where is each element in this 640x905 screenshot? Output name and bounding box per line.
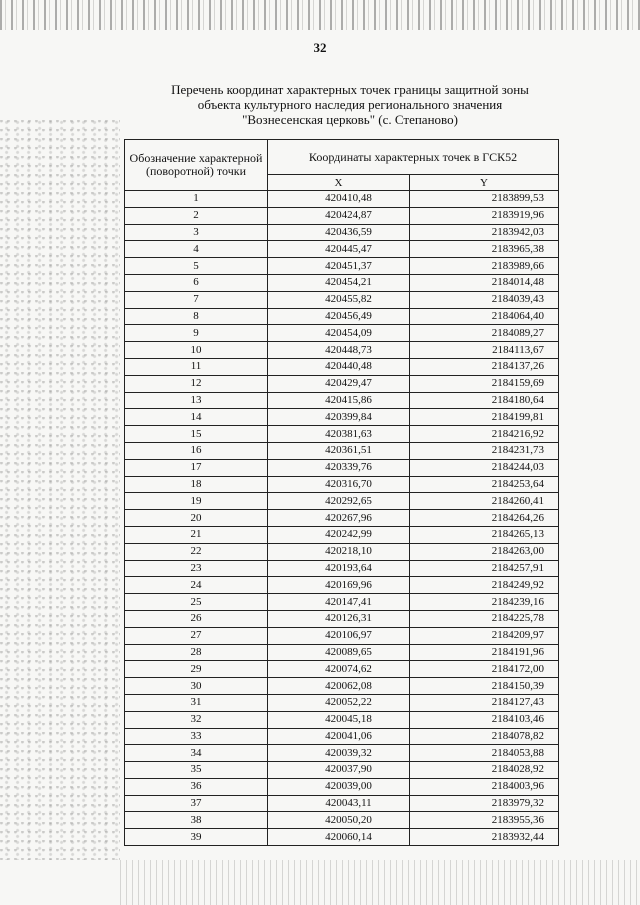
coord-y: 2184028,92 <box>410 762 559 779</box>
coord-y: 2184244,03 <box>410 459 559 476</box>
table-body <box>125 191 559 846</box>
point-number: 11 <box>125 358 268 375</box>
point-number: 17 <box>125 459 268 476</box>
table-row <box>125 543 559 560</box>
point-number: 10 <box>125 342 268 359</box>
coord-y: 2184199,81 <box>410 409 559 426</box>
coord-x: 420062,08 <box>268 678 410 695</box>
point-number: 16 <box>125 442 268 459</box>
coordinates-table <box>124 139 559 846</box>
coord-y: 2184225,78 <box>410 610 559 627</box>
table-row <box>125 325 559 342</box>
coord-x: 420106,97 <box>268 627 410 644</box>
point-number: 32 <box>125 711 268 728</box>
table-row <box>125 291 559 308</box>
coord-x: 420454,09 <box>268 325 410 342</box>
point-number: 20 <box>125 510 268 527</box>
point-number: 25 <box>125 594 268 611</box>
coord-y: 2184216,92 <box>410 426 559 443</box>
coord-x: 420074,62 <box>268 661 410 678</box>
coord-x: 420193,64 <box>268 560 410 577</box>
coord-y: 2183989,66 <box>410 258 559 275</box>
coord-x: 420169,96 <box>268 577 410 594</box>
point-number: 36 <box>125 778 268 795</box>
coord-x: 420089,65 <box>268 644 410 661</box>
table-row <box>125 795 559 812</box>
point-number: 14 <box>125 409 268 426</box>
coord-y: 2184239,16 <box>410 594 559 611</box>
point-number: 39 <box>125 829 268 846</box>
point-number: 34 <box>125 745 268 762</box>
point-number: 26 <box>125 610 268 627</box>
coord-x: 420415,86 <box>268 392 410 409</box>
point-number: 13 <box>125 392 268 409</box>
coord-x: 420267,96 <box>268 510 410 527</box>
table-row <box>125 241 559 258</box>
table-row <box>125 627 559 644</box>
title-line-2: объекта культурного наследия регионального значения <box>197 97 503 112</box>
coord-x: 420292,65 <box>268 493 410 510</box>
table-row <box>125 207 559 224</box>
table-row <box>125 375 559 392</box>
coord-x: 420316,70 <box>268 476 410 493</box>
point-number: 15 <box>125 426 268 443</box>
table-row <box>125 661 559 678</box>
point-number: 7 <box>125 291 268 308</box>
coord-x: 420039,00 <box>268 778 410 795</box>
table-row <box>125 694 559 711</box>
coord-x: 420455,82 <box>268 291 410 308</box>
table-row <box>125 560 559 577</box>
title-line-3: "Вознесенская церковь" (с. Степаново) <box>242 112 458 127</box>
point-number: 4 <box>125 241 268 258</box>
coord-x: 420424,87 <box>268 207 410 224</box>
table-row <box>125 258 559 275</box>
coord-x: 420440,48 <box>268 358 410 375</box>
coord-y: 2184113,67 <box>410 342 559 359</box>
coord-y: 2184253,64 <box>410 476 559 493</box>
document-title <box>120 82 580 127</box>
coord-x: 420339,76 <box>268 459 410 476</box>
point-number: 24 <box>125 577 268 594</box>
coord-y: 2184127,43 <box>410 694 559 711</box>
point-number: 29 <box>125 661 268 678</box>
title-line-1: Перечень координат характерных точек границы защитной зоны <box>171 82 529 97</box>
table-row <box>125 274 559 291</box>
point-number: 6 <box>125 274 268 291</box>
coord-y: 2183979,32 <box>410 795 559 812</box>
coord-x: 420060,14 <box>268 829 410 846</box>
coord-x: 420381,63 <box>268 426 410 443</box>
point-number: 28 <box>125 644 268 661</box>
point-number: 9 <box>125 325 268 342</box>
table-row <box>125 526 559 543</box>
coord-y: 2184150,39 <box>410 678 559 695</box>
coord-y: 2183955,36 <box>410 812 559 829</box>
coord-x: 420242,99 <box>268 526 410 543</box>
table-row <box>125 358 559 375</box>
coord-y: 2184180,64 <box>410 392 559 409</box>
table-row <box>125 812 559 829</box>
table-row <box>125 510 559 527</box>
coord-y: 2184159,69 <box>410 375 559 392</box>
point-number: 31 <box>125 694 268 711</box>
coord-x: 420052,22 <box>268 694 410 711</box>
coord-y: 2183932,44 <box>410 829 559 846</box>
coord-x: 420041,06 <box>268 728 410 745</box>
coord-x: 420429,47 <box>268 375 410 392</box>
coord-y: 2184265,13 <box>410 526 559 543</box>
table-row <box>125 762 559 779</box>
scan-noise-top <box>0 0 640 30</box>
table-row <box>125 594 559 611</box>
table-row <box>125 577 559 594</box>
coord-x: 420147,41 <box>268 594 410 611</box>
coord-x: 420456,49 <box>268 308 410 325</box>
coord-x: 420399,84 <box>268 409 410 426</box>
table-row <box>125 728 559 745</box>
point-number: 30 <box>125 678 268 695</box>
table-row <box>125 745 559 762</box>
coord-y: 2184257,91 <box>410 560 559 577</box>
coord-y: 2184264,26 <box>410 510 559 527</box>
table-row <box>125 711 559 728</box>
point-number: 2 <box>125 207 268 224</box>
point-number: 35 <box>125 762 268 779</box>
coord-x: 420445,47 <box>268 241 410 258</box>
header-coordinates: Координаты характерных точек в ГСК52 <box>268 140 559 175</box>
page-number: 32 <box>313 40 327 55</box>
coord-y: 2183965,38 <box>410 241 559 258</box>
header-point-designation: Обозначение характерной (поворотной) точки <box>125 140 268 191</box>
coord-y: 2183942,03 <box>410 224 559 241</box>
point-number: 19 <box>125 493 268 510</box>
coord-y: 2184209,97 <box>410 627 559 644</box>
table-row <box>125 191 559 208</box>
coord-y: 2184172,00 <box>410 661 559 678</box>
point-number: 18 <box>125 476 268 493</box>
coord-x: 420050,20 <box>268 812 410 829</box>
point-number: 37 <box>125 795 268 812</box>
scan-noise-bottom <box>120 860 640 905</box>
table-row <box>125 426 559 443</box>
coord-y: 2184231,73 <box>410 442 559 459</box>
point-number: 33 <box>125 728 268 745</box>
coord-y: 2184053,88 <box>410 745 559 762</box>
table-row <box>125 224 559 241</box>
point-number: 1 <box>125 191 268 208</box>
coord-y: 2184089,27 <box>410 325 559 342</box>
point-number: 27 <box>125 627 268 644</box>
coord-y: 2184078,82 <box>410 728 559 745</box>
table-row <box>125 778 559 795</box>
coord-y: 2184014,48 <box>410 274 559 291</box>
coord-y: 2184003,96 <box>410 778 559 795</box>
point-number: 21 <box>125 526 268 543</box>
coord-x: 420045,18 <box>268 711 410 728</box>
point-number: 38 <box>125 812 268 829</box>
coord-y: 2183899,53 <box>410 191 559 208</box>
table-row <box>125 829 559 846</box>
point-number: 3 <box>125 224 268 241</box>
coord-x: 420436,59 <box>268 224 410 241</box>
coord-x: 420218,10 <box>268 543 410 560</box>
table-row <box>125 392 559 409</box>
coord-y: 2184249,92 <box>410 577 559 594</box>
coord-x: 420454,21 <box>268 274 410 291</box>
coord-y: 2184137,26 <box>410 358 559 375</box>
point-number: 5 <box>125 258 268 275</box>
header-x: X <box>268 175 410 191</box>
coord-x: 420361,51 <box>268 442 410 459</box>
coord-x: 420126,31 <box>268 610 410 627</box>
coord-x: 420043,11 <box>268 795 410 812</box>
point-number: 12 <box>125 375 268 392</box>
scan-noise-left <box>0 120 120 860</box>
coord-y: 2184039,43 <box>410 291 559 308</box>
coord-y: 2184191,96 <box>410 644 559 661</box>
coord-y: 2184263,00 <box>410 543 559 560</box>
point-number: 23 <box>125 560 268 577</box>
coord-y: 2184260,41 <box>410 493 559 510</box>
table-row <box>125 442 559 459</box>
coord-y: 2184064,40 <box>410 308 559 325</box>
coord-x: 420448,73 <box>268 342 410 359</box>
table-row <box>125 644 559 661</box>
table-row <box>125 459 559 476</box>
coord-x: 420451,37 <box>268 258 410 275</box>
point-number: 8 <box>125 308 268 325</box>
table-row <box>125 493 559 510</box>
coord-x: 420039,32 <box>268 745 410 762</box>
coord-x: 420410,48 <box>268 191 410 208</box>
coord-y: 2184103,46 <box>410 711 559 728</box>
table-row <box>125 342 559 359</box>
table-row <box>125 610 559 627</box>
table-row <box>125 409 559 426</box>
point-number: 22 <box>125 543 268 560</box>
table-row <box>125 678 559 695</box>
table-row <box>125 476 559 493</box>
header-y: Y <box>410 175 559 191</box>
coord-x: 420037,90 <box>268 762 410 779</box>
coord-y: 2183919,96 <box>410 207 559 224</box>
table-row <box>125 308 559 325</box>
